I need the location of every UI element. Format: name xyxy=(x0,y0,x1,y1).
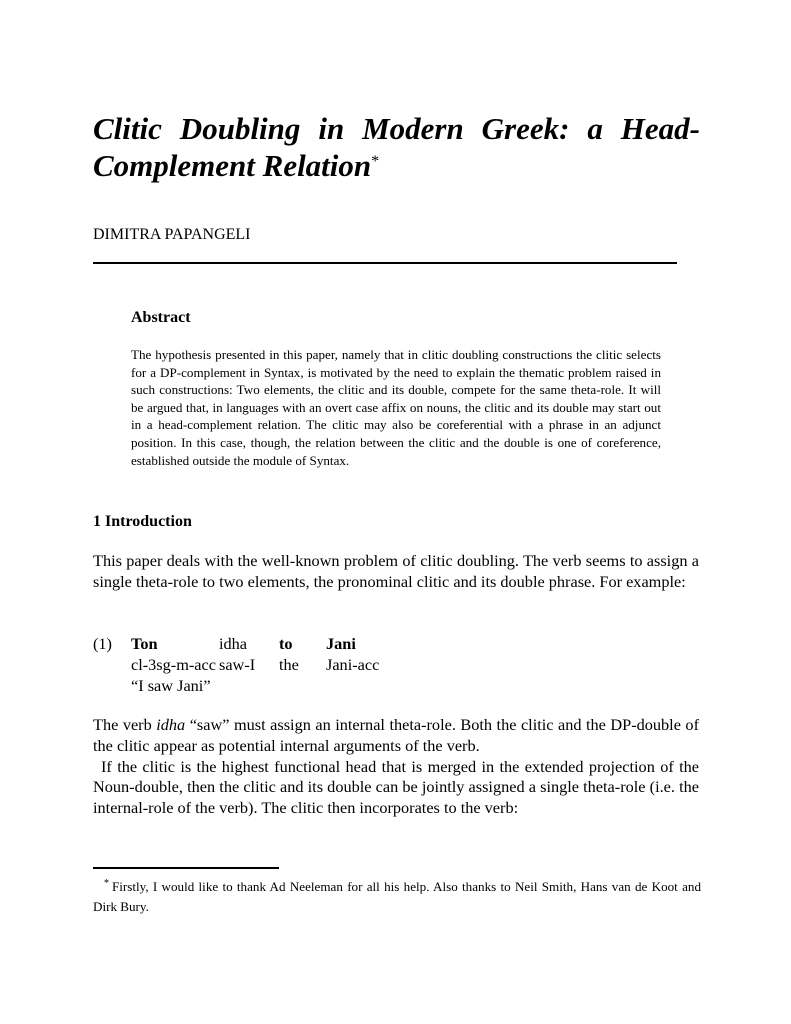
example-translation: “I saw Jani” xyxy=(131,676,211,695)
paragraph-2-prefix: The verb xyxy=(93,715,157,734)
footnote xyxy=(93,877,701,917)
example-word-2: idha xyxy=(219,634,248,653)
example-word-1: Ton xyxy=(131,634,158,653)
abstract-heading: Abstract xyxy=(131,309,191,326)
title-footnote-marker: * xyxy=(371,153,380,170)
example-number: (1) xyxy=(93,634,112,653)
title-divider xyxy=(93,262,677,264)
title-text: Clitic Doubling in Modern Greek: a Head-Complement Relation xyxy=(93,111,700,183)
verb-idha: idha xyxy=(156,715,186,734)
example-gloss-3: the xyxy=(279,655,299,674)
intro-paragraph-1: This paper deals with the well-known problem of clitic doubling. The verb seems to assign a single theta-role to two elements, the pronominal clitic and its double phrase. For example: xyxy=(93,551,699,591)
abstract-body: The hypothesis presented in this paper, namely that in clitic doubling constructions the clitic selects for a DP-complement in Syntax, is motivated by the need to explain the thematic problem raised in such constructions: Two elements, the clitic and its double, compete for the same theta-role. It will be argued that, in languages with an overt case affix on nouns, the clitic and its double may start out in a head-complement relation. The clitic may also be coreferential with a phrase in an adjunct position. In this case, though, the relation between the clitic and the double is one of coreference, established outside the module of Syntax. xyxy=(131,347,661,468)
page-title xyxy=(93,110,700,184)
paragraph-2-suffix: “saw” must assign an internal theta-role. Both the clitic and the DP-double of the clitic appear as potential internal arguments of the verb. xyxy=(93,715,699,755)
example-gloss-2: saw-I xyxy=(219,655,256,674)
section-heading: 1 Introduction xyxy=(93,513,192,530)
intro-paragraph-2 xyxy=(93,715,699,819)
footnote-text: Firstly, I would like to thank Ad Neeleman for all his help. Also thanks to Neil Smith, Hans van de Koot and Dirk Bury. xyxy=(93,879,701,914)
example-word-4: Jani xyxy=(326,634,356,653)
example-gloss-4: Jani-acc xyxy=(326,655,380,674)
example-gloss-1: cl-3sg-m-acc xyxy=(131,655,216,674)
footnote-divider xyxy=(93,867,279,869)
footnote-marker: * xyxy=(104,878,109,889)
author-name: DIMITRA PAPANGELI xyxy=(93,226,251,243)
example-word-3: to xyxy=(279,634,293,653)
paragraph-2-continuation: If the clitic is the highest functional head that is merged in the extended projection of the Noun-double, then the clitic and its double can be jointly assigned a single theta-role (i.e. the internal-role of the verb). The clitic then incorporates to the verb: xyxy=(93,756,699,818)
